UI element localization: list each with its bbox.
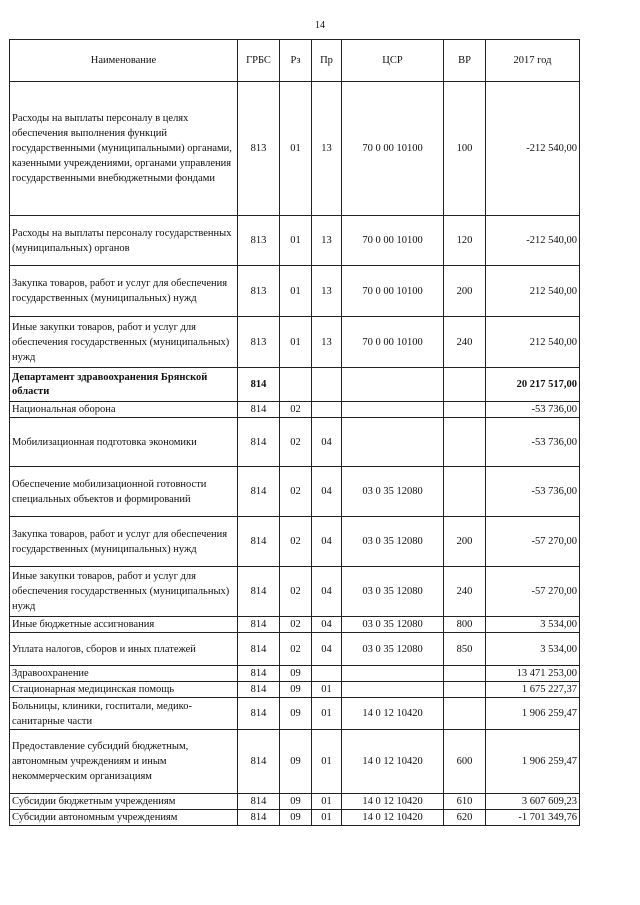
cell-amount: 1 906 259,47: [486, 698, 580, 730]
table-row: [10, 730, 580, 794]
header-csr: ЦСР: [342, 40, 444, 82]
cell-rz: 01: [280, 317, 312, 368]
header-amount: 2017 год: [486, 40, 580, 82]
cell-name: Департамент здравоохранения Брянской области: [10, 368, 238, 402]
cell-name: Расходы на выплаты персоналу в целях обеспечения выполнения функций государственными (муниципальными) органами, казенными учреждениями, органами управления государственными внебюджетными фондами: [10, 82, 238, 216]
cell-grbs: 813: [238, 317, 280, 368]
cell-grbs: 813: [238, 82, 280, 216]
cell-pr: 04: [312, 517, 342, 567]
cell-rz: 02: [280, 517, 312, 567]
cell-vr: 800: [444, 617, 486, 633]
cell-csr: 70 0 00 10100: [342, 82, 444, 216]
cell-name: Больницы, клиники, госпитали, медико-санитарные части: [10, 698, 238, 730]
cell-pr: 13: [312, 216, 342, 266]
cell-vr: 240: [444, 567, 486, 617]
header-vr: ВР: [444, 40, 486, 82]
header-grbs: ГРБС: [238, 40, 280, 82]
cell-rz: 09: [280, 698, 312, 730]
cell-vr: [444, 698, 486, 730]
cell-grbs: 814: [238, 794, 280, 810]
cell-vr: 610: [444, 794, 486, 810]
cell-csr: 70 0 00 10100: [342, 266, 444, 317]
cell-name: Иные бюджетные ассигнования: [10, 617, 238, 633]
cell-csr: 03 0 35 12080: [342, 517, 444, 567]
cell-name: Национальная оборона: [10, 402, 238, 418]
cell-grbs: 814: [238, 730, 280, 794]
table-row: [10, 617, 580, 633]
cell-rz: 01: [280, 82, 312, 216]
cell-vr: 620: [444, 810, 486, 826]
cell-amount: -53 736,00: [486, 418, 580, 467]
cell-amount: 212 540,00: [486, 317, 580, 368]
cell-grbs: 814: [238, 467, 280, 517]
cell-name: Закупка товаров, работ и услуг для обеспечения государственных (муниципальных) нужд: [10, 266, 238, 317]
cell-csr: [342, 402, 444, 418]
budget-table: [9, 39, 580, 826]
cell-name: Предоставление субсидий бюджетным, автономным учреждениям и иным некоммерческим организациям: [10, 730, 238, 794]
cell-grbs: 814: [238, 810, 280, 826]
cell-name: Уплата налогов, сборов и иных платежей: [10, 633, 238, 666]
cell-vr: 240: [444, 317, 486, 368]
cell-name: Иные закупки товаров, работ и услуг для обеспечения государственных (муниципальных) нужд: [10, 567, 238, 617]
cell-grbs: 814: [238, 698, 280, 730]
cell-csr: 14 0 12 10420: [342, 810, 444, 826]
cell-pr: 01: [312, 730, 342, 794]
cell-pr: 01: [312, 698, 342, 730]
cell-rz: 01: [280, 266, 312, 317]
cell-vr: [444, 368, 486, 402]
cell-pr: 13: [312, 317, 342, 368]
cell-amount: 13 471 253,00: [486, 666, 580, 682]
cell-rz: 02: [280, 567, 312, 617]
cell-csr: 70 0 00 10100: [342, 216, 444, 266]
cell-pr: 04: [312, 567, 342, 617]
header-rz: Рз: [280, 40, 312, 82]
cell-csr: 14 0 12 10420: [342, 698, 444, 730]
cell-amount: -53 736,00: [486, 467, 580, 517]
table-row: [10, 402, 580, 418]
table-row: [10, 682, 580, 698]
cell-csr: [342, 368, 444, 402]
cell-grbs: 814: [238, 517, 280, 567]
cell-csr: [342, 682, 444, 698]
cell-rz: 02: [280, 617, 312, 633]
cell-amount: 212 540,00: [486, 266, 580, 317]
cell-rz: 02: [280, 402, 312, 418]
page-number: 14: [315, 20, 325, 31]
cell-vr: [444, 418, 486, 467]
cell-vr: [444, 682, 486, 698]
cell-amount: -53 736,00: [486, 402, 580, 418]
cell-amount: -57 270,00: [486, 567, 580, 617]
cell-csr: [342, 418, 444, 467]
cell-grbs: 814: [238, 418, 280, 467]
cell-csr: 70 0 00 10100: [342, 317, 444, 368]
cell-amount: 20 217 517,00: [486, 368, 580, 402]
table-header-row: [10, 40, 580, 82]
cell-rz: 09: [280, 682, 312, 698]
cell-grbs: 813: [238, 266, 280, 317]
cell-vr: 200: [444, 517, 486, 567]
table-row: [10, 633, 580, 666]
cell-rz: 09: [280, 810, 312, 826]
cell-rz: 09: [280, 730, 312, 794]
cell-rz: 09: [280, 794, 312, 810]
cell-csr: 03 0 35 12080: [342, 567, 444, 617]
table-row: [10, 216, 580, 266]
cell-grbs: 813: [238, 216, 280, 266]
cell-vr: 120: [444, 216, 486, 266]
table-row: [10, 317, 580, 368]
cell-rz: 09: [280, 666, 312, 682]
cell-vr: 600: [444, 730, 486, 794]
table-row: [10, 82, 580, 216]
cell-pr: [312, 402, 342, 418]
cell-csr: 14 0 12 10420: [342, 794, 444, 810]
cell-rz: 01: [280, 216, 312, 266]
cell-name: Иные закупки товаров, работ и услуг для обеспечения государственных (муниципальных) нужд: [10, 317, 238, 368]
cell-rz: 02: [280, 418, 312, 467]
cell-pr: 01: [312, 810, 342, 826]
cell-rz: [280, 368, 312, 402]
cell-rz: 02: [280, 633, 312, 666]
cell-vr: 850: [444, 633, 486, 666]
cell-rz: 02: [280, 467, 312, 517]
table-row: [10, 467, 580, 517]
cell-name: Закупка товаров, работ и услуг для обеспечения государственных (муниципальных) нужд: [10, 517, 238, 567]
cell-grbs: 814: [238, 617, 280, 633]
header-pr: Пр: [312, 40, 342, 82]
cell-vr: 100: [444, 82, 486, 216]
cell-amount: -212 540,00: [486, 216, 580, 266]
cell-amount: 3 607 609,23: [486, 794, 580, 810]
cell-csr: 03 0 35 12080: [342, 633, 444, 666]
cell-amount: 1 906 259,47: [486, 730, 580, 794]
cell-grbs: 814: [238, 368, 280, 402]
table-row: [10, 794, 580, 810]
cell-name: Обеспечение мобилизационной готовности специальных объектов и формирований: [10, 467, 238, 517]
cell-vr: [444, 402, 486, 418]
cell-pr: 01: [312, 794, 342, 810]
cell-grbs: 814: [238, 402, 280, 418]
table-row: [10, 418, 580, 467]
table-row: [10, 368, 580, 402]
table-row: [10, 666, 580, 682]
cell-vr: 200: [444, 266, 486, 317]
table-row: [10, 810, 580, 826]
cell-amount: -212 540,00: [486, 82, 580, 216]
cell-pr: [312, 666, 342, 682]
cell-amount: 3 534,00: [486, 617, 580, 633]
cell-name: Стационарная медицинская помощь: [10, 682, 238, 698]
cell-pr: 01: [312, 682, 342, 698]
cell-amount: 1 675 227,37: [486, 682, 580, 698]
cell-pr: 13: [312, 266, 342, 317]
cell-csr: [342, 666, 444, 682]
cell-pr: 04: [312, 418, 342, 467]
cell-pr: [312, 368, 342, 402]
cell-pr: 04: [312, 617, 342, 633]
table-row: [10, 266, 580, 317]
cell-vr: [444, 467, 486, 517]
cell-name: Мобилизационная подготовка экономики: [10, 418, 238, 467]
cell-name: Субсидии бюджетным учреждениям: [10, 794, 238, 810]
cell-grbs: 814: [238, 567, 280, 617]
cell-pr: 13: [312, 82, 342, 216]
cell-amount: 3 534,00: [486, 633, 580, 666]
table-row: [10, 517, 580, 567]
cell-name: Здравоохранение: [10, 666, 238, 682]
header-name: Наименование: [10, 40, 238, 82]
cell-csr: 03 0 35 12080: [342, 617, 444, 633]
cell-amount: -1 701 349,76: [486, 810, 580, 826]
cell-csr: 03 0 35 12080: [342, 467, 444, 517]
table-row: [10, 567, 580, 617]
cell-pr: 04: [312, 633, 342, 666]
cell-csr: 14 0 12 10420: [342, 730, 444, 794]
table-row: [10, 698, 580, 730]
cell-amount: -57 270,00: [486, 517, 580, 567]
cell-name: Субсидии автономным учреждениям: [10, 810, 238, 826]
cell-grbs: 814: [238, 666, 280, 682]
cell-vr: [444, 666, 486, 682]
cell-grbs: 814: [238, 682, 280, 698]
cell-grbs: 814: [238, 633, 280, 666]
cell-pr: 04: [312, 467, 342, 517]
cell-name: Расходы на выплаты персоналу государственных (муниципальных) органов: [10, 216, 238, 266]
